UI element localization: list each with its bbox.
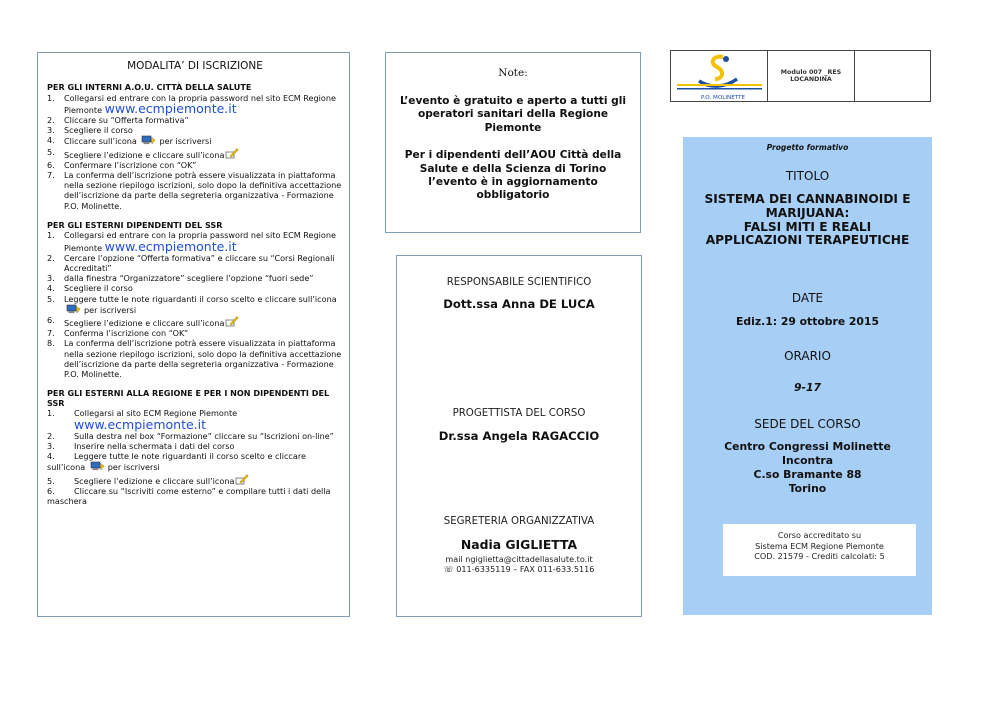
step-item (47, 135, 343, 146)
step-number: 8. (47, 338, 55, 349)
venue-line: Centro Congressi Molinette (724, 440, 891, 453)
course-title-line: FALSI MITI E REALI (743, 219, 872, 234)
step-number: 6. (47, 485, 55, 496)
step-text-after: per iscriversi (84, 304, 137, 315)
section-heading: PER GLI ESTERNI ALLA REGIONE E PER I NON DIPENDENTI DEL SSR (47, 388, 330, 408)
accreditation-box (723, 524, 916, 576)
step-number: 1. (47, 230, 55, 241)
venue-line: Torino (788, 482, 827, 495)
step-text: Collegarsi ed entrare con la propria password nel sito ECM Regione Piemonte (64, 230, 336, 253)
step-item (47, 125, 343, 135)
venue-line: Incontra (782, 454, 833, 467)
document-header (670, 50, 931, 102)
title-label: TITOLO (785, 169, 830, 183)
course-title-line: SISTEMA DEI CANNABINOIDI E (704, 192, 911, 206)
step-number: 3. (47, 273, 55, 284)
step-number: 1. (47, 92, 55, 103)
scientific-responsible-name: Dott.ssa Anna DE LUCA (443, 297, 595, 311)
venue-label: SEDE DEL CORSO (754, 417, 861, 431)
step-item (47, 431, 343, 441)
ecm-website-link[interactable]: www.ecmpiemonte.it (74, 416, 207, 432)
ecm-website-link[interactable]: www.ecmpiemonte.it (104, 238, 237, 254)
time-label: ORARIO (784, 349, 831, 363)
step-text-after: per iscriversi (159, 136, 212, 147)
step-text: Scegliere l’edizione e cliccare sull’icona (64, 318, 225, 329)
step-item (47, 328, 343, 338)
note-mandatory-update: Per i dipendenti dell’AOU Città della Salute e della Scienza di Torino l’evento è in aggiornamento obbligatorio (404, 149, 622, 202)
accreditation-line: Sistema ECM Regione Piemonte (755, 540, 884, 551)
registration-sections (47, 83, 343, 506)
registration-section (47, 83, 343, 211)
step-text: Collegarsi ed entrare con la propria password nel sito ECM Regione Piemonte (64, 92, 336, 115)
time-value: 9-17 (793, 381, 822, 394)
step-text: Inserire nella schermata i dati del corso (74, 441, 235, 452)
step-text: Scegliere il corso (64, 283, 133, 294)
step-number: 2. (47, 252, 55, 263)
step-list (47, 93, 343, 211)
step-number: 7. (47, 170, 55, 181)
course-title-line: MARIJUANA: (765, 205, 850, 220)
step-text: Scegliere il corso (64, 125, 133, 136)
step-item (47, 338, 343, 379)
step-text: Confermare l’iscrizione con “OK” (64, 159, 197, 170)
step-item (47, 147, 343, 160)
pencil-icon (225, 147, 239, 159)
step-item (47, 273, 343, 283)
step-text-after: per iscriversi (107, 462, 160, 473)
step-number: 3. (47, 125, 55, 136)
step-list (47, 230, 343, 379)
course-panel (683, 137, 932, 615)
step-number: 6. (47, 159, 55, 170)
registration-section (47, 389, 343, 506)
step-number: 3. (47, 441, 55, 452)
module-code-line2: LOCANDINA (790, 76, 832, 83)
section-heading: PER GLI ESTERNI DIPENDENTI DEL SSR (47, 219, 223, 230)
course-title (683, 193, 932, 248)
step-item (47, 283, 343, 293)
scientific-responsible-label: RESPONSABILE SCIENTIFICO (446, 277, 592, 288)
secretariat-email: mail ngiglietta@cittadellasalute.to.it (445, 554, 593, 564)
date-value: Ediz.1: 29 ottobre 2015 (736, 315, 879, 328)
step-list (47, 408, 343, 506)
secretariat-name: Nadia GIGLIETTA (460, 537, 578, 552)
step-item (47, 315, 343, 328)
project-label: Progetto formativo (766, 143, 849, 152)
step-text: La conferma dell’iscrizione potrà essere visualizzata in piattaforma nella sezione riepilogo iscrizioni, solo dopo la definitiva accettazione dell’iscrizione da parte della segreteria organizzativa - Formazione P.O. Molinette. (64, 338, 342, 380)
step-text: Cliccare su “Iscriviti come esterno” e compilare tutti i dati della maschera (47, 485, 331, 507)
course-designer-name: Dr.ssa Angela RAGACCIO (438, 429, 600, 443)
computer-icon (141, 135, 156, 145)
step-item (47, 451, 343, 472)
step-item (47, 160, 343, 170)
step-item (47, 408, 343, 430)
step-number: 4. (47, 135, 55, 146)
step-item (47, 294, 343, 315)
note-panel (385, 52, 641, 233)
step-text: Cercare l’opzione “Offerta formativa” e cliccare su “Corsi Regionali Accreditati” (64, 252, 335, 274)
pencil-icon (235, 473, 249, 485)
registration-panel (37, 52, 350, 617)
secretariat-phone: ☏ 011-6335119 – FAX 011-633.5116 (443, 564, 595, 574)
step-item (47, 486, 343, 506)
step-number: 7. (47, 328, 55, 339)
step-number: 5. (47, 293, 55, 304)
step-number: 5. (47, 146, 55, 157)
course-title-line: APPLICAZIONI TERAPEUTICHE (705, 233, 910, 248)
step-number: 5. (47, 475, 55, 486)
step-number: 2. (47, 115, 55, 125)
hospital-logo (671, 51, 768, 101)
ecm-website-link[interactable]: www.ecmpiemonte.it (104, 100, 237, 116)
step-text: Collegarsi al sito ECM Regione Piemonte (74, 408, 238, 419)
note-label: Note: (498, 67, 528, 79)
step-text: Leggere tutte le note riguardanti il corso scelto e cliccare sull’icona (64, 293, 337, 304)
staff-panel (396, 255, 642, 617)
step-text: Scegliere l’edizione e cliccare sull’icona (74, 475, 235, 486)
module-code-line1: Modulo 007 _RES (780, 69, 842, 76)
step-text: Scegliere l’edizione e cliccare sull’icona (64, 149, 225, 160)
step-text: Conferma l’iscrizione con “OK” (64, 328, 189, 339)
step-item (47, 441, 343, 451)
step-item (47, 473, 343, 486)
step-number: 4. (47, 451, 55, 462)
venue-address (683, 440, 932, 496)
header-empty-cell (855, 51, 930, 101)
accreditation-line: Corso accreditato su (777, 530, 862, 540)
step-item (47, 115, 343, 125)
module-code (768, 51, 855, 101)
step-text: dalla finestra “Organizzatore” scegliere l’opzione “fuori sede” (64, 273, 314, 284)
step-text: Leggere tutte le note riguardanti il corso scelto e cliccare sull’icona (47, 451, 306, 473)
step-text: Cliccare su “Offerta formativa” (64, 115, 189, 125)
step-item (47, 230, 343, 252)
section-heading: PER GLI INTERNI A.O.U. CITTÀ DELLA SALUTE (47, 82, 252, 92)
step-number: 2. (47, 430, 55, 441)
venue-line: C.so Bramante 88 (753, 468, 862, 481)
step-item (47, 93, 343, 115)
accreditation-line: COD. 21579 - Crediti calcolati: 5 (754, 551, 885, 562)
step-number: 4. (47, 283, 55, 294)
step-item (47, 170, 343, 211)
secretariat-label: SEGRETERIA ORGANIZZATIVA (443, 516, 595, 527)
step-number: 1. (47, 408, 55, 419)
step-number: 6. (47, 315, 55, 326)
step-text: Cliccare sull’icona (64, 136, 140, 147)
date-label: DATE (791, 291, 824, 305)
step-item (47, 253, 343, 273)
logo-caption: P.O. MOLINETTE (701, 95, 745, 101)
step-text: Sulla destra nel box “Formazione” cliccare su “Iscrizioni on-line” (74, 430, 334, 441)
step-text: La conferma dell’iscrizione potrà essere visualizzata in piattaforma nella sezione riepilogo iscrizioni, solo dopo la definitiva accettazione dell’iscrizione da parte della segreteria organizzativa - Formazione P.O. Molinette. (64, 170, 342, 211)
note-free-event: L’evento è gratuito e aperto a tutti gli operatori sanitari della Regione Piemonte (399, 95, 627, 134)
registration-section (47, 221, 343, 379)
computer-icon (66, 304, 81, 314)
computer-icon (90, 461, 105, 471)
pencil-icon (225, 315, 239, 327)
course-designer-label: PROGETTISTA DEL CORSO (452, 408, 586, 419)
registration-title: MODALITA’ DI ISCRIZIONE (127, 60, 263, 72)
